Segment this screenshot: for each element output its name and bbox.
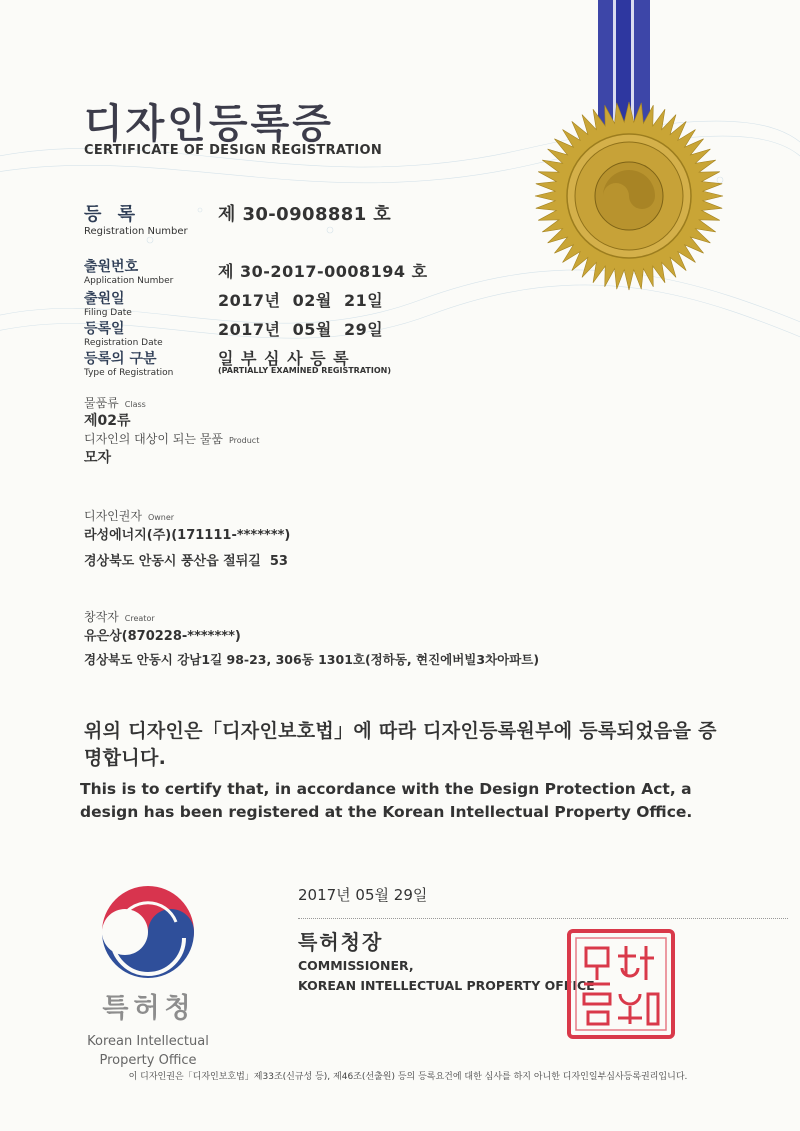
kipo-logo-icon [98, 882, 198, 982]
owner-address: 경상북도 안동시 풍산읍 절뒤길 53 [84, 554, 288, 569]
seal-icon [566, 928, 676, 1040]
divider [298, 918, 788, 919]
registration-label-en: Registration Number [84, 226, 188, 237]
commissioner-title: 특허청장 [298, 930, 384, 954]
owner-name: 라성에너지(주)(171111-*******) [84, 528, 291, 543]
official-seal-stamp [566, 928, 676, 1040]
class-label: 물품류 Class [84, 396, 146, 410]
registration-date: 2017년 05월 29일 [218, 320, 384, 339]
registration-type: 일 부 심 사 등 록 [218, 349, 350, 368]
product-value: 모자 [84, 450, 112, 466]
gold-medal-seal [533, 100, 725, 292]
certification-statement-ko: 위의 디자인은「디자인보호법」에 따라 디자인등록원부에 등록되었음을 증명합니다. [84, 720, 717, 769]
issue-date: 2017년 05월 29일 [298, 886, 428, 904]
application-number: 제 30-2017-0008194 호 [218, 262, 428, 281]
filing-date: 2017년 02월 21일 [218, 291, 384, 310]
registration-date-label: 등록일 Registration Date [84, 321, 163, 348]
kipo-logo-text-ko: 특허청 [102, 993, 196, 1024]
kipo-logo-text-en: Korean Intellectual Property Office [87, 1034, 209, 1068]
certificate-title-en: CERTIFICATE OF DESIGN REGISTRATION [84, 143, 383, 158]
application-number-label: 출원번호 Application Number [84, 259, 174, 286]
product-label: 디자인의 대상이 되는 물품 Product [84, 432, 260, 446]
creator-label: 창작자 Creator [84, 610, 155, 624]
creator-address: 경상북도 안동시 강남1길 98-23, 306동 1301호(정하동, 현진에버빌3차아파트) [84, 652, 540, 667]
registration-label: 등 록 [84, 204, 141, 225]
commissioner-title-en: COMMISSIONER, KOREAN INTELLECTUAL PROPERTY OFFICE [298, 958, 595, 993]
registration-type-en: (PARTIALLY EXAMINED REGISTRATION) [218, 366, 391, 375]
class-value: 제02류 [84, 413, 131, 429]
filing-date-label: 출원일 Filing Date [84, 291, 132, 318]
certificate-title: 디자인등록증 [84, 101, 334, 147]
owner-label: 디자인권자 Owner [84, 509, 175, 523]
footnote: 이 디자인권은「디자인보호법」제33조(신규성 등), 제46조(선출원) 등의 등록요건에 대한 심사를 하지 아니한 디자인일부심사등록권리입니다. [128, 1072, 688, 1082]
creator-name: 유은상(870228-*******) [84, 629, 241, 644]
certification-statement-en: This is to certify that, in accordance with the Design Protection Act, a design has been registered at the Korean Intellectual Property Office. [80, 780, 693, 821]
registration-number: 제 30-0908881 호 [218, 204, 392, 225]
registration-type-label: 등록의 구분 Type of Registration [84, 351, 174, 378]
